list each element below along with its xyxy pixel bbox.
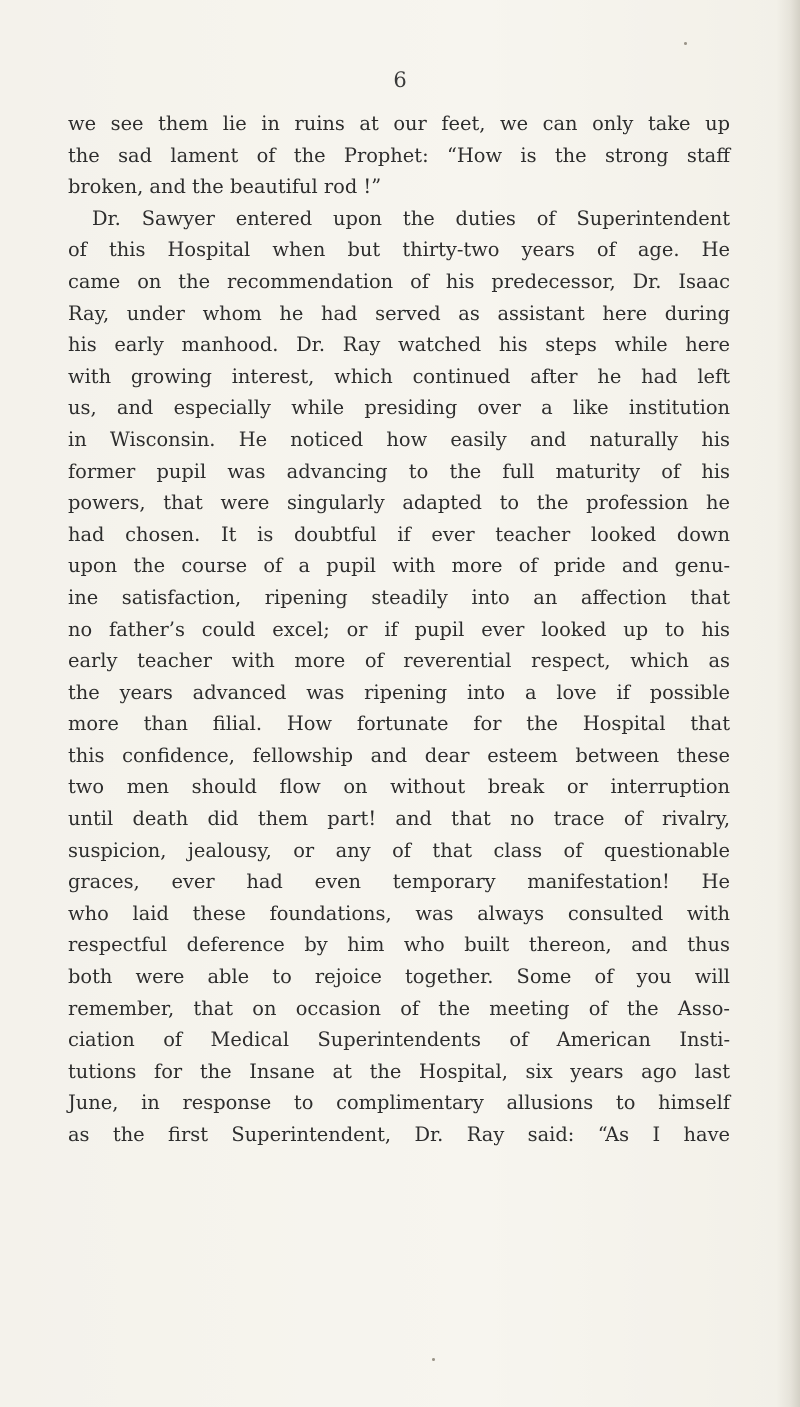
- text-line: as the first Superintendent, Dr. Ray said: “As I have: [68, 1123, 730, 1146]
- text-line: suspicion, jealousy, or any of that class of questionable: [68, 838, 730, 862]
- text-line: tutions for the Insane at the Hospital, six years ago last: [68, 1059, 730, 1083]
- body-text: [68, 108, 730, 1151]
- text-line: ine satisfaction, ripening steadily into an affection that: [68, 585, 730, 609]
- text-line: June, in response to complimentary allusions to himself: [68, 1091, 730, 1115]
- text-line: more than filial. How fortunate for the Hospital that: [68, 712, 730, 736]
- text-line: came on the recommendation of his predecessor, Dr. Isaac: [68, 269, 730, 293]
- text-line: the years advanced was ripening into a love if possible: [68, 680, 730, 704]
- paper-speck: [684, 42, 687, 45]
- text-line: Ray, under whom he had served as assistant here during: [68, 301, 730, 325]
- text-line: who laid these foundations, was always consulted with: [68, 901, 730, 925]
- text-line: we see them lie in ruins at our feet, we can only take up: [68, 112, 730, 135]
- text-line: in Wisconsin. He noticed how easily and naturally his: [68, 427, 730, 451]
- text-line: his early manhood. Dr. Ray watched his steps while here: [68, 333, 730, 357]
- text-line: had chosen. It is doubtful if ever teacher looked down: [68, 522, 730, 546]
- text-line: graces, ever had even temporary manifestation! He: [68, 870, 730, 894]
- text-line: both were able to rejoice together. Some of you will: [68, 965, 730, 989]
- text-line: respectful deference by him who built thereon, and thus: [68, 933, 730, 957]
- text-line: Dr. Sawyer entered upon the duties of Superintendent: [92, 206, 730, 230]
- text-line: with growing interest, which continued after he had left: [68, 364, 730, 388]
- page-edge-shadow: [776, 0, 800, 1407]
- text-line: ciation of Medical Superintendents of American Insti-: [68, 1028, 730, 1052]
- text-line: until death did them part! and that no trace of rivalry,: [68, 807, 730, 831]
- text-line: no father’s could excel; or if pupil ever looked up to his: [68, 617, 730, 641]
- text-line: this confidence, fellowship and dear esteem between these: [68, 743, 730, 767]
- text-line: upon the course of a pupil with more of pride and genu-: [68, 554, 730, 578]
- text-line: the sad lament of the Prophet: “How is the strong staff: [68, 143, 730, 167]
- text-line: two men should flow on without break or interruption: [68, 775, 730, 799]
- paper-speck: [432, 1358, 435, 1361]
- text-line: broken, and the beautiful rod !”: [68, 175, 382, 199]
- text-line: early teacher with more of reverential respect, which as: [68, 649, 730, 673]
- text-line: powers, that were singularly adapted to the profession he: [68, 491, 730, 515]
- text-line: us, and especially while presiding over a like institution: [68, 396, 730, 420]
- text-line: former pupil was advancing to the full maturity of his: [68, 459, 730, 483]
- page-number: 6: [393, 68, 407, 92]
- text-line: of this Hospital when but thirty-two years of age. He: [68, 238, 730, 262]
- text-line: remember, that on occasion of the meeting of the Asso-: [68, 996, 730, 1020]
